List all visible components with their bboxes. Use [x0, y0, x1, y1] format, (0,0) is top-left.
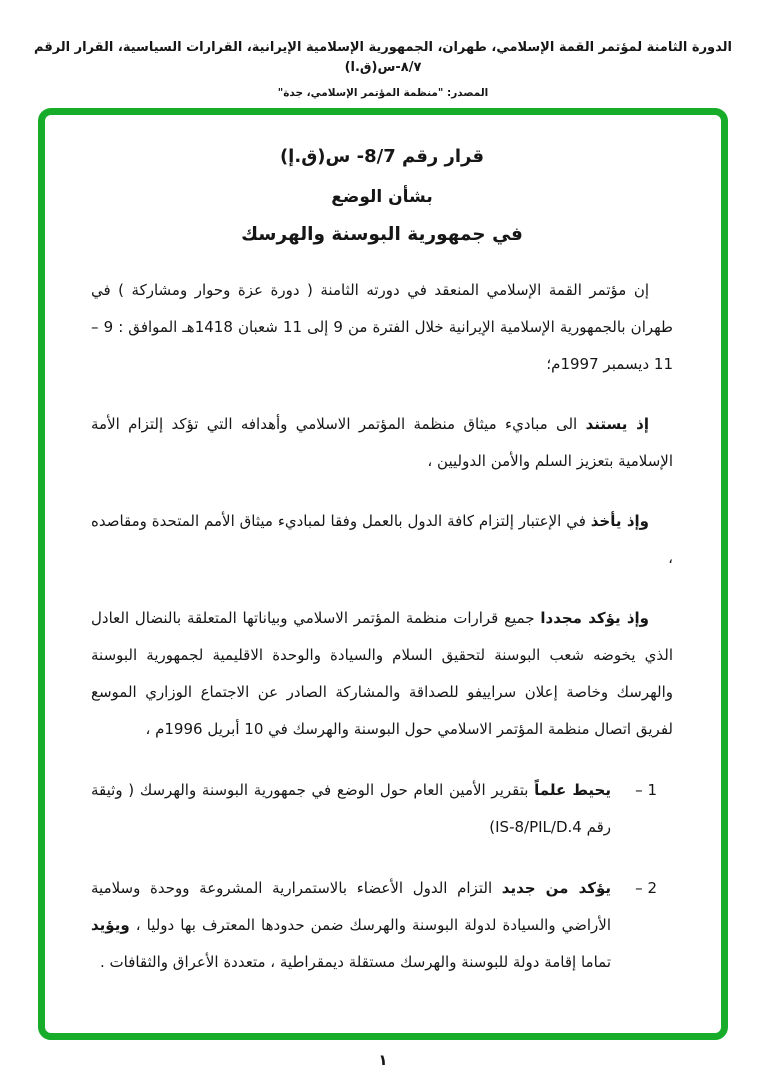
preamble-paragraph-2	[91, 406, 673, 480]
paragraph-text: في الإعتبار إلتزام كافة الدول بالعمل وفقا لمباديء ميثاق الأمم المتحدة ومقاصده ،	[91, 512, 673, 567]
item-text: التزام الدول الأعضاء بالاستمرارية المشروعة ووحدة وسلامية الأراضي والسيادة لدولة البوسنة والهرسك ضمن حدودها المعترف بها دوليا ،	[91, 879, 611, 934]
item-number: 2 –	[635, 879, 657, 897]
header-source-line: المصدر: "منظمة المؤتمر الإسلامي، جدة"	[277, 87, 489, 99]
operative-item-2	[91, 870, 673, 981]
resolution-country-line: في جمهورية البوسنة والهرسك	[241, 224, 523, 245]
item-lead-2: ويؤيد	[91, 916, 130, 934]
resolution-title-block	[91, 145, 673, 247]
item-text-2: تماما إقامة دولة للبوسنة والهرسك مستقلة ديمقراطية ، متعددة الأعراق والثقافات .	[99, 953, 611, 971]
document-border-frame	[38, 108, 728, 1040]
document-header	[30, 38, 736, 101]
item-text-block	[91, 870, 611, 981]
paragraph-text: إن مؤتمر القمة الإسلامي المنعقد في دورته الثامنة ( دورة عزة وحوار ومشاركة ) في طهران بالجمهورية الإسلامية الإيرانية خلال الفترة من 9 إلى 11 شعبان 1418هـ الموافق : 9 – 11 ديسمبر 1997م؛	[91, 281, 673, 373]
item-lead: يؤكد من جديد	[501, 879, 612, 897]
item-text-block	[91, 772, 611, 846]
paragraph-text: جميع قرارات منظمة المؤتمر الاسلامي وبياناتها المتعلقة بالنضال العادل الذي يخوضه شعب البوسنة لتحقيق السلام والسيادة والوحدة الاقليمية لجمهورية البوسنة والهرسك وخاصة إعلان سراييفو للصداقة والمشاركة الصادر عن الاجتماع الوزاري الموسع لفريق اتصال منظمة المؤتمر الاسلامي حول البوسنة والهرسك في 10 أبريل 1996م ،	[91, 609, 673, 738]
paragraph-lead: وإذ يأخذ	[590, 512, 649, 530]
paragraph-lead: إذ يستند	[585, 415, 649, 433]
paragraph-text: الى مباديء ميثاق منظمة المؤتمر الاسلامي وأهدافه التي تؤكد إلتزام الأمة الإسلامية بتعزيز السلم والأمن الدوليين ،	[91, 415, 673, 470]
paragraph-lead: وإذ يؤكد مجددا	[540, 609, 650, 627]
resolution-subject-line: بشأن الوضع	[331, 187, 433, 207]
header-citation-line: الدورة الثامنة لمؤتمر القمة الإسلامي، طهران، الجمهورية الإسلامية الإيرانية، القرارات السياسية، القرار الرقم ٨/٧-س(ق.ا)	[34, 40, 732, 75]
item-lead: يحيط علماً	[534, 781, 611, 799]
preamble-paragraph-1	[91, 272, 673, 383]
item-text: بتقرير الأمين العام حول الوضع في جمهورية البوسنة والهرسك ( وثيقة رقم IS-8/PIL/D.4)	[91, 781, 611, 836]
item-number: 1 –	[635, 781, 657, 799]
page-number: ١	[378, 1051, 388, 1069]
preamble-paragraph-3	[91, 503, 673, 577]
resolution-number-line: قرار رقم 8/7- س(ق.إ)	[279, 146, 485, 167]
operative-item-1	[91, 772, 673, 846]
preamble-paragraph-4	[91, 600, 673, 748]
